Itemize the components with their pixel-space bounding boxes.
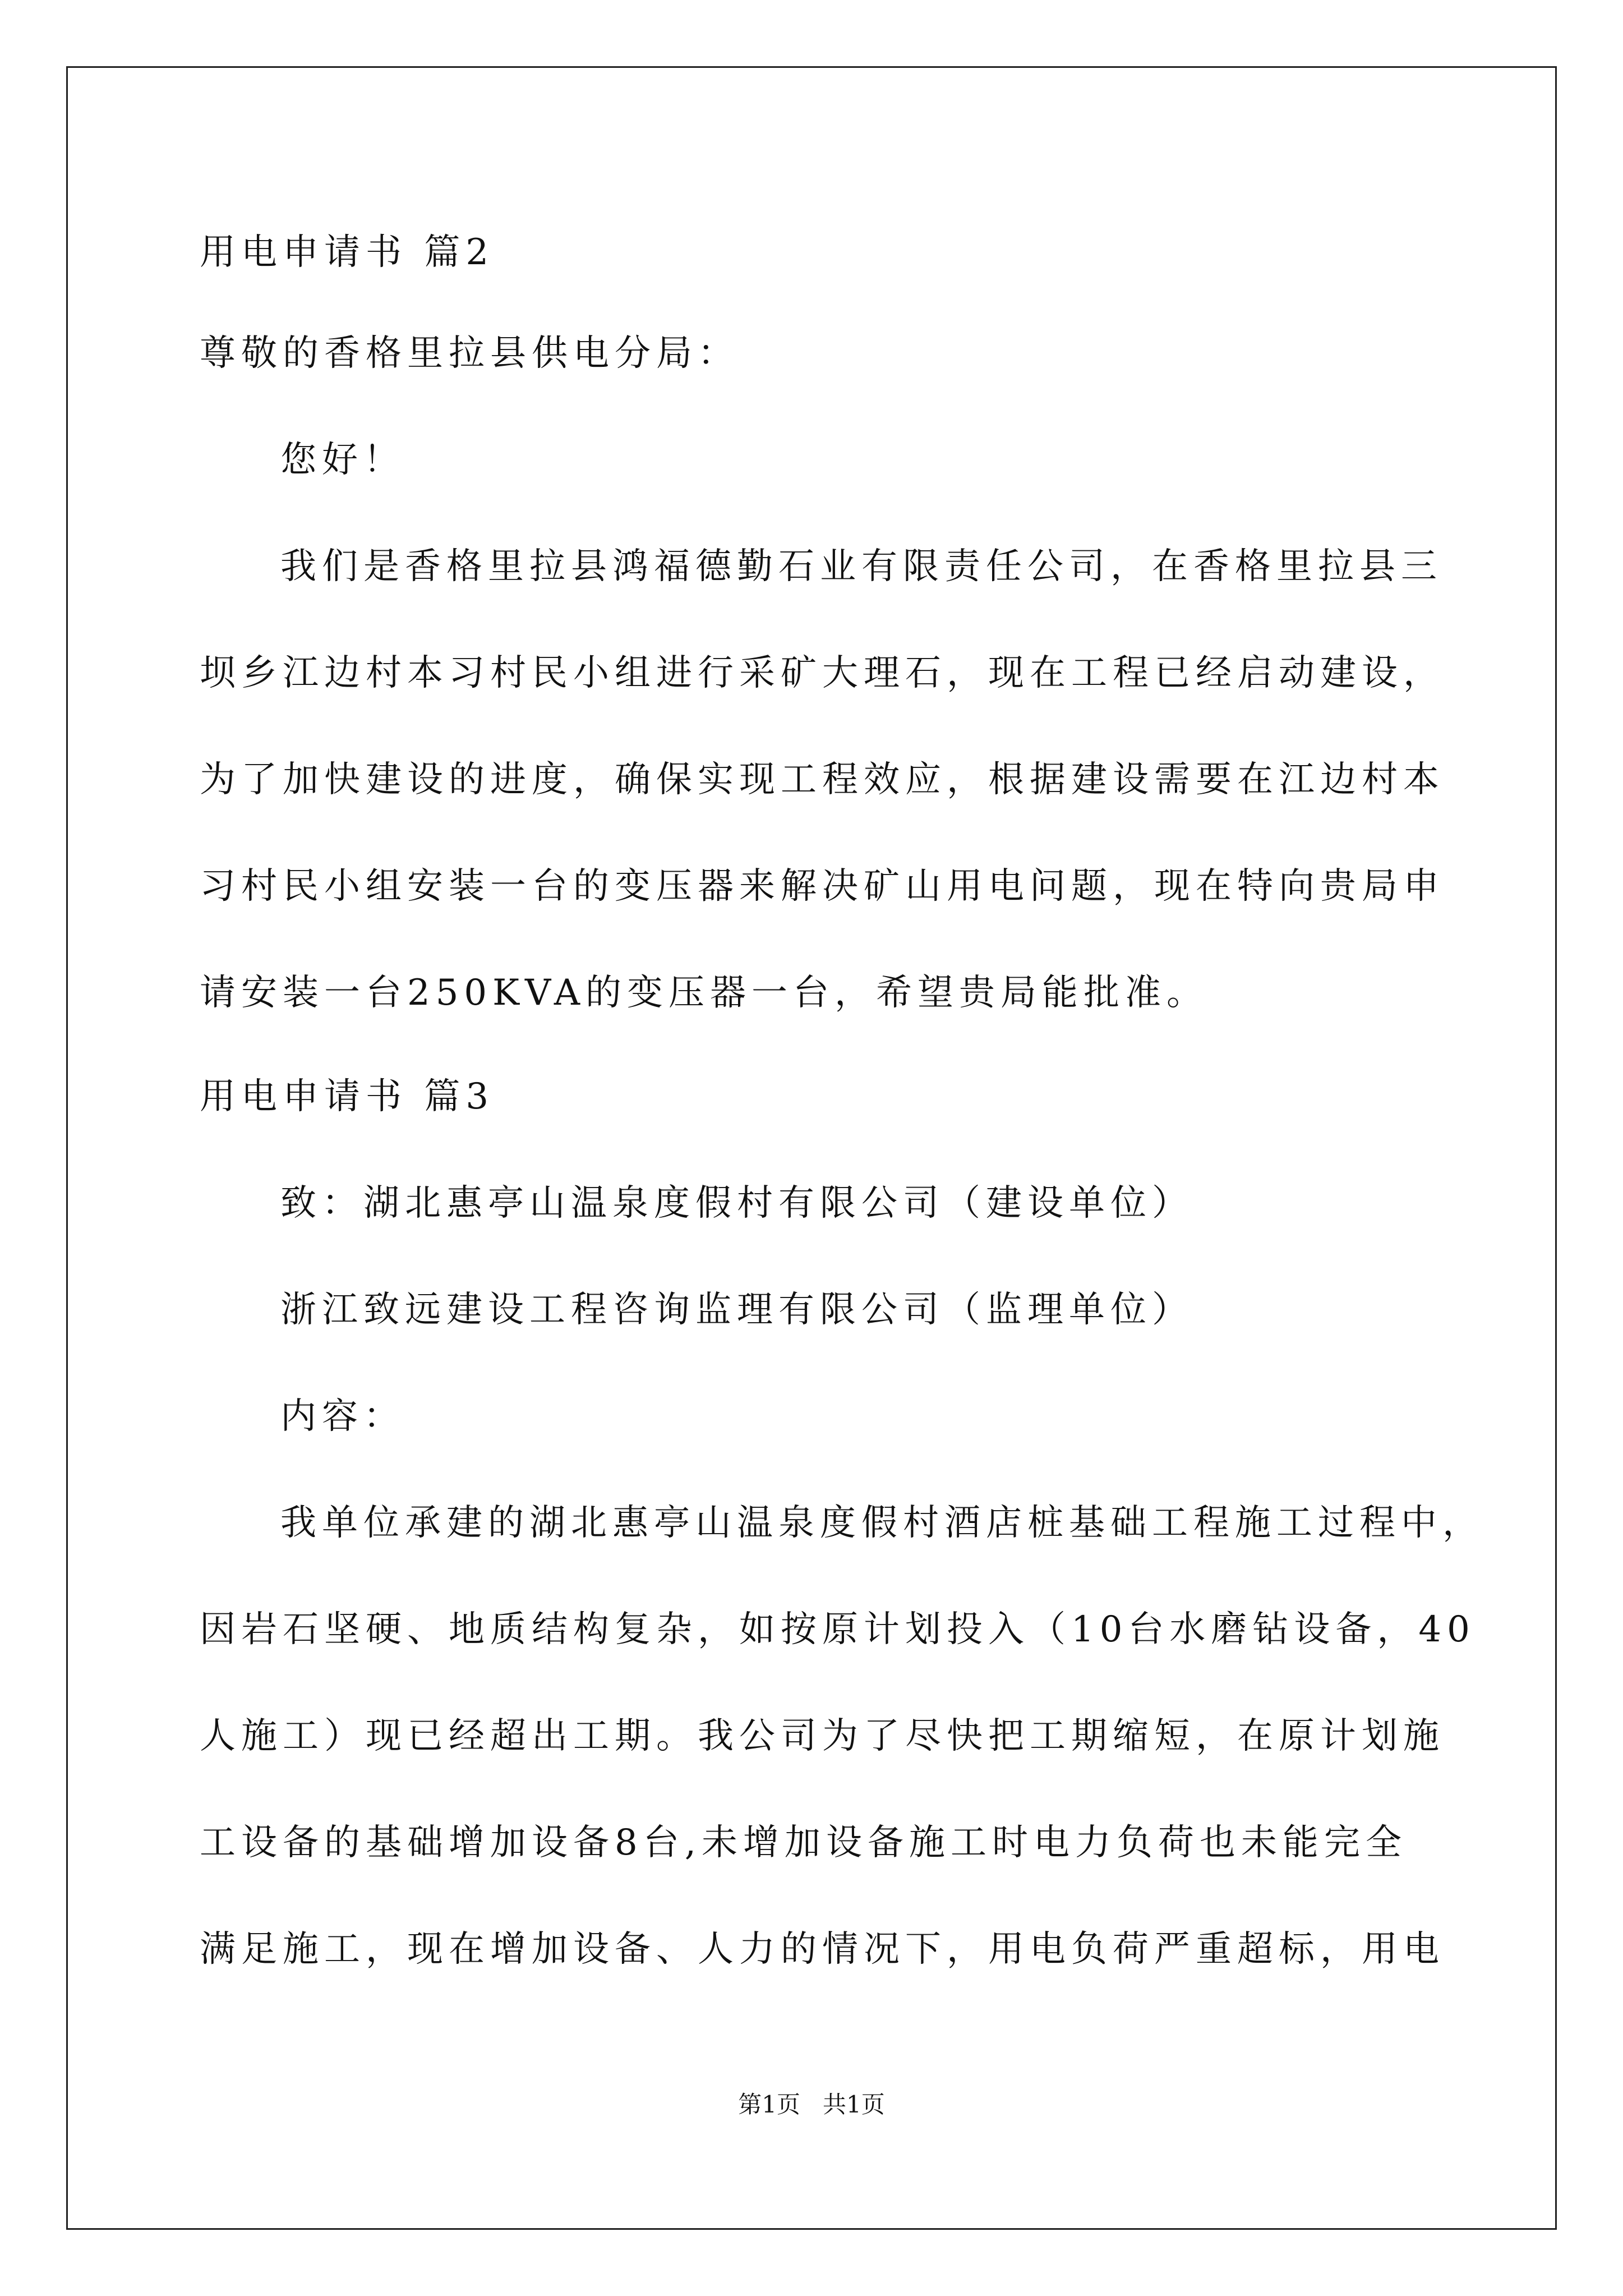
paragraph-line: 我单位承建的湖北惠亭山温泉度假村酒店桩基础工程施工过程中， (280, 1502, 1484, 1544)
greeting: 您好！ (280, 439, 405, 481)
page-border (66, 66, 1557, 2230)
paragraph-line: 请安装一台250KVA的变压器一台，希望贵局能批准。 (200, 972, 1209, 1014)
page-footer: 第1页 共1页 (738, 2091, 885, 2118)
paragraph-line: 我们是香格里拉县鸿福德勤石业有限责任公司，在香格里拉县三 (280, 546, 1442, 587)
paragraph-line: 习村民小组安装一台的变压器来解决矿山用电问题，现在特向贵局申 (200, 866, 1445, 907)
paragraph-line: 坝乡江边村本习村民小组进行采矿大理石，现在工程已经启动建设， (200, 652, 1445, 694)
addressee-line: 浙江致远建设工程咨询监理有限公司（监理单位） (280, 1289, 1193, 1331)
salutation: 尊敬的香格里拉县供电分局： (200, 333, 739, 374)
paragraph-line: 因岩石坚硬、地质结构复杂，如按原计划投入（10台水磨钻设备，40 (200, 1609, 1476, 1650)
paragraph-line: 为了加快建设的进度，确保实现工程效应，根据建设需要在江边村本 (200, 759, 1445, 800)
content-label: 内容： (280, 1396, 405, 1437)
section-heading-3: 用电申请书 篇3 (200, 1076, 495, 1117)
addressee-line: 致：湖北惠亭山温泉度假村有限公司（建设单位） (280, 1182, 1193, 1224)
paragraph-line: 人施工）现已经超出工期。我公司为了尽快把工期缩短，在原计划施 (200, 1715, 1445, 1757)
paragraph-line: 满足施工，现在增加设备、人力的情况下，用电负荷严重超标，用电 (200, 1929, 1445, 1970)
paragraph-line: 工设备的基础增加设备8台,未增加设备施工时电力负荷也未能完全 (200, 1822, 1408, 1864)
section-heading-2: 用电申请书 篇2 (200, 232, 495, 273)
